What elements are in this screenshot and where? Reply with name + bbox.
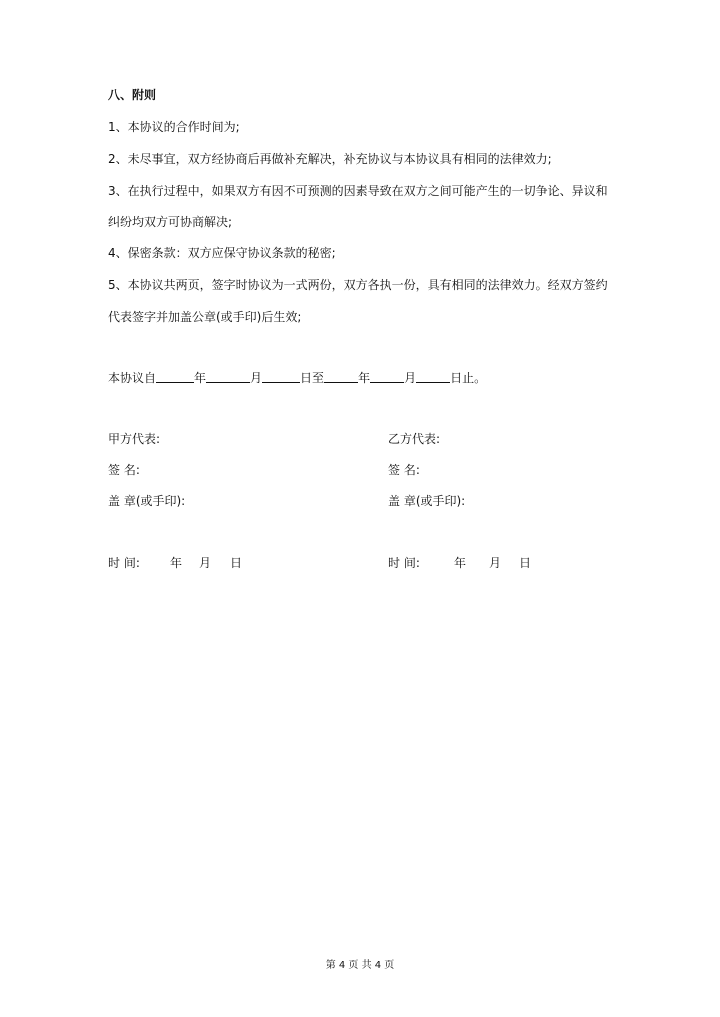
term-year-2: 年: [358, 371, 371, 385]
term-day-to: 日至: [300, 371, 325, 385]
party-a-day: 日: [230, 556, 243, 570]
clause-3: 3、在执行过程中，如果双方有因不可预测的因素导致在双方之间可能产生的一切争论、异议和: [108, 184, 608, 198]
party-b-sign-label: 签 名:: [388, 463, 420, 477]
party-a-sign-label: 签 名:: [108, 463, 140, 477]
party-b-month: 月: [489, 556, 502, 570]
party-a-seal-label: 盖 章(或手印):: [108, 494, 186, 508]
page-number-footer: 第 4 页 共 4 页: [325, 960, 395, 971]
party-b-year: 年: [454, 556, 467, 570]
term-start-year-blank[interactable]: [156, 371, 194, 383]
term-line: [108, 371, 486, 384]
term-start-month-blank[interactable]: [206, 371, 250, 383]
party-a-rep-label: 甲方代表:: [108, 432, 161, 446]
party-b-rep-label: 乙方代表:: [388, 432, 441, 446]
party-a-month: 月: [199, 556, 212, 570]
term-prefix: 本协议自: [108, 371, 157, 385]
section-heading: 八、附则: [108, 88, 157, 102]
term-end-year-blank[interactable]: [324, 371, 358, 383]
term-end-month-blank[interactable]: [370, 371, 404, 383]
clause-1: 1、本协议的合作时间为;: [108, 120, 240, 134]
term-end-day-blank[interactable]: [416, 371, 450, 383]
term-month-1: 月: [250, 371, 263, 385]
clause-3-cont: 纠纷均双方可协商解决;: [108, 215, 233, 229]
term-year-1: 年: [194, 371, 207, 385]
term-end: 日止。: [450, 371, 487, 385]
clause-4: 4、保密条款：双方应保守协议条款的秘密;: [108, 246, 336, 260]
party-a-time-label: 时 间:: [108, 556, 140, 570]
party-b-time-label: 时 间:: [388, 556, 420, 570]
clause-5: 5、本协议共两页，签字时协议为一式两份，双方各执一份，具有相同的法律效力。经双方签约: [108, 278, 608, 292]
clause-5-cont: 代表签字并加盖公章(或手印)后生效;: [108, 310, 302, 324]
term-start-day-blank[interactable]: [262, 371, 300, 383]
party-a-year: 年: [170, 556, 183, 570]
party-b-seal-label: 盖 章(或手印):: [388, 494, 466, 508]
clause-2: 2、未尽事宜，双方经协商后再做补充解决，补充协议与本协议具有相同的法律效力;: [108, 152, 552, 166]
term-month-2: 月: [404, 371, 417, 385]
party-b-day: 日: [519, 556, 532, 570]
